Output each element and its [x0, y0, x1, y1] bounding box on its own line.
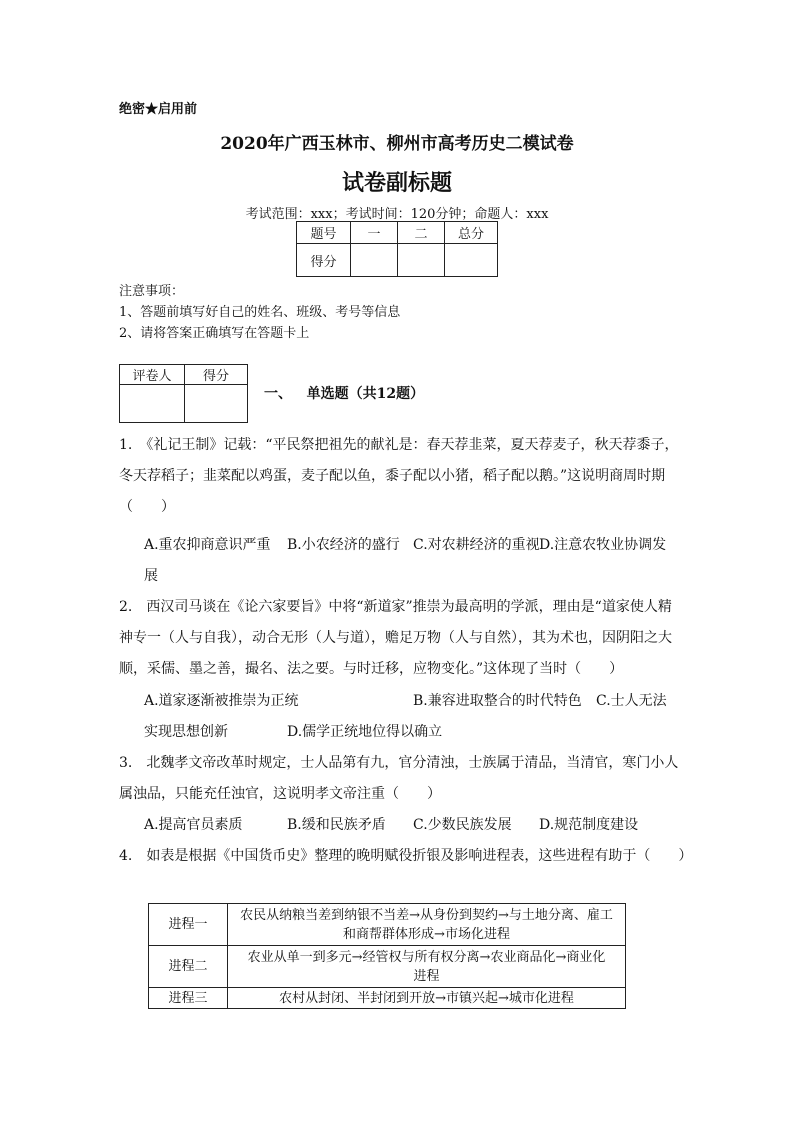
progress-text [228, 988, 626, 1009]
question-3 [119, 748, 678, 810]
progress-table [148, 903, 626, 1009]
notes-title: 注意事项： [119, 284, 185, 299]
table-row [149, 988, 626, 1009]
option-b[interactable]: B.缓和民族矛盾 [287, 817, 386, 833]
option-c[interactable]: C.士人无法 [596, 693, 667, 709]
grader-table [119, 364, 248, 423]
option-b[interactable]: B.兼容进取整合的时代特色 [413, 693, 582, 709]
question-4 [119, 841, 692, 872]
option-c-continued: 实现思想创新 [144, 724, 228, 740]
exam-subtitle: 试卷副标题 [341, 170, 452, 196]
option-d-continued: 展 [144, 568, 158, 584]
option-a[interactable]: A.提高官员素质 [144, 817, 243, 833]
score-input-cell[interactable] [351, 244, 398, 277]
section-heading [264, 383, 424, 403]
progress-label: 进程三 [149, 988, 228, 1009]
score-input-cell[interactable] [445, 244, 498, 277]
progress-text [228, 946, 626, 988]
grader-header-cell: 得分 [185, 365, 248, 385]
question-line: 神专一（人与自我），动合无形（人与道），赡足万物（人与自然），其为术也，因阴阳之大 [119, 630, 672, 646]
notes-item: 1、答题前填写好自己的姓名、班级、考号等信息 [119, 305, 401, 320]
confidential-mark: 绝密★启用前 [119, 102, 198, 117]
option-d[interactable]: D.规范制度建设 [539, 817, 639, 833]
score-row-label: 得分 [297, 244, 351, 277]
progress-label: 进程二 [149, 946, 228, 988]
option-a[interactable]: A.道家逐渐被推崇为正统 [144, 693, 299, 709]
exam-info: 考试范围：xxx；考试时间：120分钟；命题人：xxx [245, 207, 549, 222]
progress-line: 农民从纳粮当差到纳银不当差→从身份到契约→与土地分离、雇工 [240, 907, 613, 923]
option-c[interactable]: C.对农耕经济的重视 [413, 537, 540, 553]
option-d[interactable]: D.注意农牧业协调发 [539, 537, 667, 553]
progress-label: 进程一 [149, 904, 228, 946]
progress-text [228, 904, 626, 946]
progress-line: 农村从封闭、半封闭到开放→市镇兴起→城市化进程 [279, 990, 574, 1006]
score-header-cell: 一 [351, 222, 398, 244]
option-c[interactable]: C.少数民族发展 [413, 817, 512, 833]
option-d[interactable]: D.儒学正统地位得以确立 [287, 724, 443, 740]
exam-title: 2020年广西玉林市、柳州市高考历史二模试卷 [220, 134, 574, 154]
grader-header-cell: 评卷人 [120, 365, 185, 385]
question-line: 顺，采儒、墨之善，撮名、法之要。与时迁移，应物变化。”这体现了当时（ ） [119, 661, 624, 677]
grader-input-cell[interactable] [120, 385, 185, 423]
grader-input-cell[interactable] [185, 385, 248, 423]
notes [119, 281, 400, 344]
score-header-cell: 总分 [445, 222, 498, 244]
question-line: 3. 北魏孝文帝改革时规定，士人品第有九，官分清浊，士族属于清品，当清官，寒门小人 [119, 755, 679, 771]
progress-line: 进程 [413, 968, 440, 984]
score-header-cell: 二 [398, 222, 445, 244]
section-number: 一、 [264, 386, 292, 402]
option-b[interactable]: B.小农经济的盛行 [287, 537, 400, 553]
score-table [296, 221, 498, 277]
question-line: 冬天荐稻子；韭菜配以鸡蛋，麦子配以鱼，黍子配以小猪，稻子配以鹅。”这说明商周时期 [119, 468, 666, 484]
score-input-cell[interactable] [398, 244, 445, 277]
option-a[interactable]: A.重农抑商意识严重 [144, 537, 271, 553]
question-line: 属浊品，只能充任浊官，这说明孝文帝注重（ ） [119, 786, 441, 802]
notes-item: 2、请将答案正确填写在答题卡上 [119, 326, 310, 341]
question-line: 4. 如表是根据《中国货币史》整理的晚明赋役折银及影响进程表，这些进程有助于（ ） [119, 848, 693, 864]
table-row [149, 904, 626, 946]
progress-line: 农业从单一到多元→经管权与所有权分离→农业商品化→商业化 [247, 949, 606, 965]
section-title: 单选题（共12题） [306, 386, 425, 402]
table-row [149, 946, 626, 988]
progress-line: 和商帮群体形成→市场化进程 [343, 926, 510, 942]
question-2 [119, 592, 672, 685]
question-1 [119, 430, 679, 523]
question-line: （ ） [119, 499, 175, 515]
question-line: 1. 《礼记王制》记载：“平民祭把祖先的献礼是：春天荐韭菜，夏天荐麦子，秋天荐黍子， [119, 437, 679, 453]
score-header-cell: 题号 [297, 222, 351, 244]
question-line: 2. 西汉司马谈在《论六家要旨》中将“新道家”推崇为最高明的学派，理由是“道家使人精 [119, 599, 672, 615]
